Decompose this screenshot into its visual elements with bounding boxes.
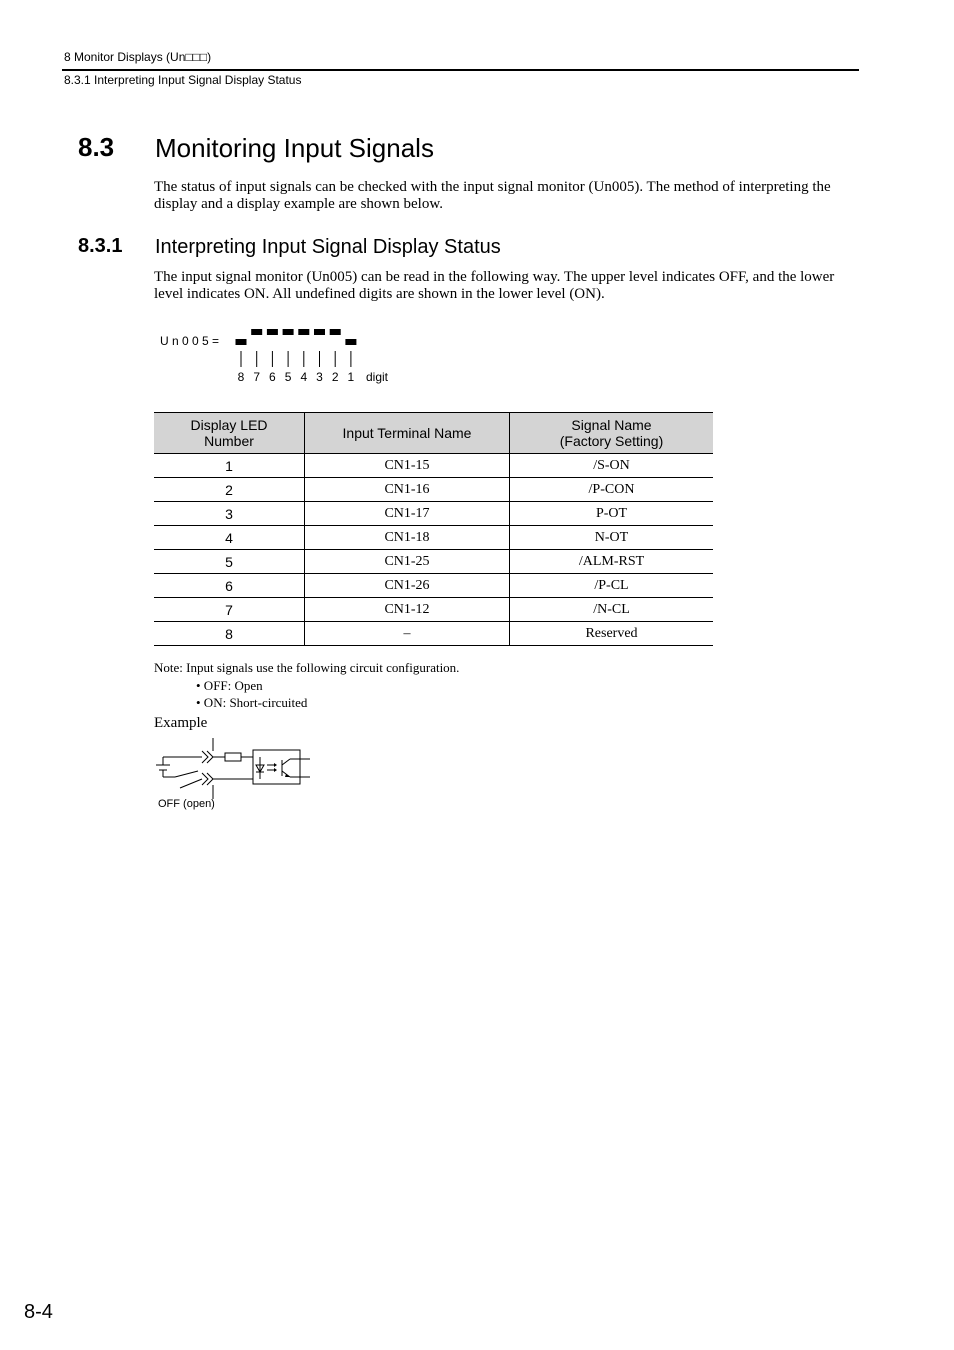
note-text: Note: Input signals use the following circuit configuration. — [154, 660, 460, 675]
section-title: Monitoring Input Signals — [155, 133, 434, 163]
digit-label-2: 2 — [331, 370, 339, 384]
led-number-cell: 4 — [154, 526, 305, 550]
led-number-cell: 1 — [154, 454, 305, 478]
running-header-chapter: 8 Monitor Displays (Un□□□) — [64, 50, 212, 64]
digit-label-5: 5 — [284, 370, 292, 384]
section-number: 8.3 — [78, 132, 115, 162]
signal-name-cell: /P-CL — [510, 574, 714, 598]
led-segment-digit-5 — [283, 329, 294, 335]
circuit-state-label: OFF (open) — [158, 798, 215, 810]
led-segment-digit-4 — [298, 329, 309, 335]
led-number-cell: 3 — [154, 502, 305, 526]
digit-label-7: 7 — [253, 370, 261, 384]
terminal-name-cell: CN1-26 — [305, 574, 510, 598]
signal-name-cell: N-OT — [510, 526, 714, 550]
note-bullet-off: • OFF: Open — [196, 678, 263, 693]
table-row — [154, 502, 713, 526]
input-signal-table — [154, 412, 713, 646]
note-bullet-on: • ON: Short-circuited — [196, 695, 308, 710]
table-row — [154, 550, 713, 574]
terminal-name-cell: CN1-17 — [305, 502, 510, 526]
led-segment-digit-8 — [236, 339, 247, 345]
col-header-led-number-line1: Display LED — [190, 417, 268, 433]
col-header-led-number — [154, 413, 305, 454]
digit-label-8: 8 — [237, 370, 245, 384]
col-header-terminal-name — [305, 413, 510, 454]
led-number-cell: 5 — [154, 550, 305, 574]
digit-label-6: 6 — [269, 370, 276, 384]
table-header-row — [154, 413, 713, 454]
table-row — [154, 478, 713, 502]
digit-label-4: 4 — [300, 370, 308, 384]
signal-name-cell: /S-ON — [510, 454, 714, 478]
led-segment-digit-1 — [345, 339, 356, 345]
col-header-terminal-name-line1: Input Terminal Name — [342, 425, 472, 441]
col-header-signal-name-line2: (Factory Setting) — [559, 433, 664, 449]
digit-caption: digit — [366, 370, 389, 384]
digit-label-1: 1 — [347, 370, 355, 384]
led-number-cell: 2 — [154, 478, 305, 502]
led-segment-digit-7 — [251, 329, 262, 335]
led-number-cell: 8 — [154, 622, 305, 646]
subsection-title: Interpreting Input Signal Display Status — [155, 236, 501, 258]
subsection-body: The input signal monitor (Un005) can be read in the following way. The upper level indicates OFF, and the lower level indicates ON. All undefined digits are shown in the lower level (ON). — [154, 269, 835, 302]
terminal-name-cell: CN1-15 — [305, 454, 510, 478]
led-segments — [236, 329, 357, 367]
table-body — [154, 454, 713, 646]
signal-name-cell: P-OT — [510, 502, 714, 526]
un005-display-diagram — [150, 320, 410, 390]
signal-name-cell: /N-CL — [510, 598, 714, 622]
led-number-cell: 6 — [154, 574, 305, 598]
col-header-signal-name — [510, 413, 714, 454]
signal-name-cell: /P-CON — [510, 478, 714, 502]
page-number: 8-4 — [24, 1301, 53, 1323]
section-intro: The status of input signals can be checked with the input signal monitor (Un005). The method of interpreting the display and a display example are shown below. — [154, 179, 831, 212]
led-segment-digit-2 — [330, 329, 341, 335]
example-label: Example — [154, 715, 208, 731]
subsection-number: 8.3.1 — [78, 235, 123, 257]
table-row — [154, 574, 713, 598]
terminal-name-cell: CN1-25 — [305, 550, 510, 574]
signal-name-cell: Reserved — [510, 622, 714, 646]
running-header-section: 8.3.1 Interpreting Input Signal Display Status — [64, 73, 302, 87]
display-prefix: U n 0 0 5 = — [160, 334, 220, 348]
terminal-name-cell: CN1-16 — [305, 478, 510, 502]
signal-name-cell: /ALM-RST — [510, 550, 714, 574]
terminal-name-cell: – — [305, 622, 510, 646]
terminal-name-cell: CN1-18 — [305, 526, 510, 550]
table-row — [154, 526, 713, 550]
table-row — [154, 598, 713, 622]
led-segment-digit-3 — [314, 329, 325, 335]
table-row — [154, 454, 713, 478]
led-number-cell: 7 — [154, 598, 305, 622]
table-row — [154, 622, 713, 646]
terminal-name-cell: CN1-12 — [305, 598, 510, 622]
col-header-signal-name-line1: Signal Name — [571, 417, 652, 433]
digit-label-3: 3 — [316, 370, 323, 384]
led-segment-digit-6 — [267, 329, 278, 335]
digit-labels — [238, 370, 355, 384]
col-header-led-number-line2: Number — [204, 433, 254, 449]
header-rule — [62, 69, 859, 71]
